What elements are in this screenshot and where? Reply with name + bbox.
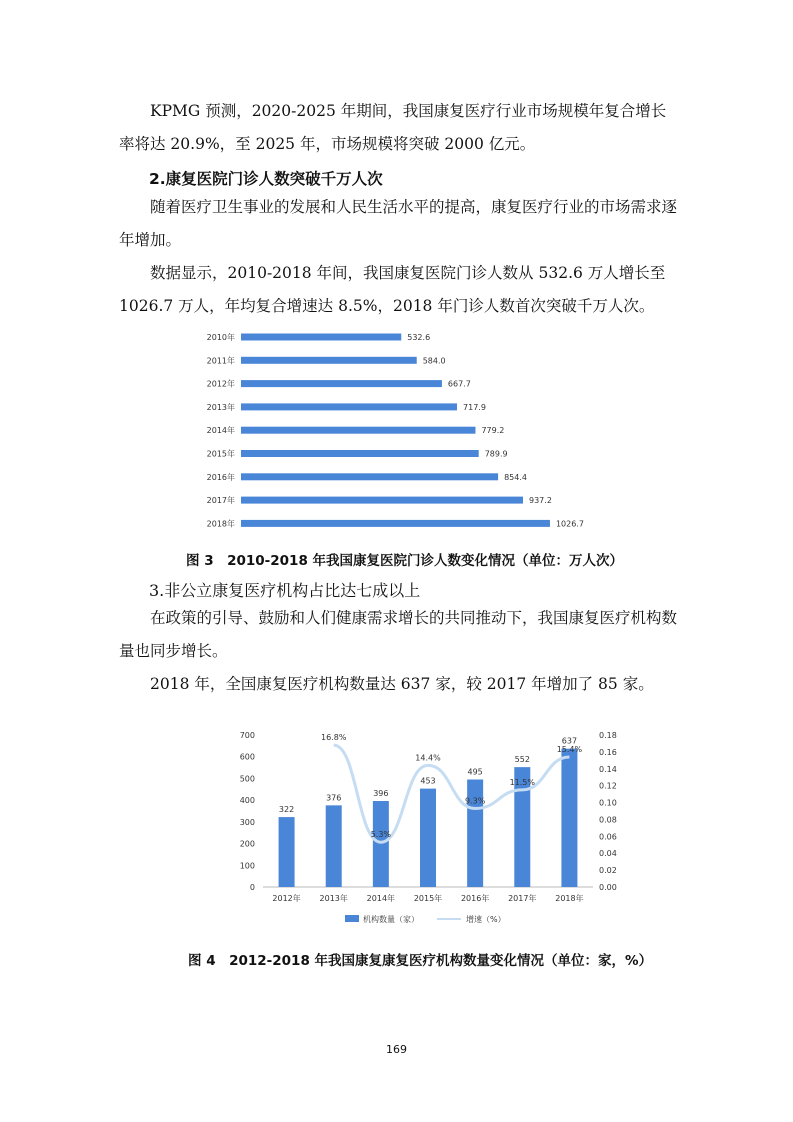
right-axis-tick: 0.06 [599,832,617,842]
bar-value-label: 453 [420,776,436,786]
growth-rate-label: 9.3% [464,796,486,806]
section-heading-outpatients: 2.康复医院门诊人数突破千万人次 [149,170,383,188]
bar-value-label: 376 [326,793,342,803]
figure-4-caption: 图 4 2012-2018 年我国康复康复医疗机构数量变化情况（单位：家，%） [188,953,653,969]
growth-rate-label: 15.4% [556,744,583,754]
left-axis-tick: 200 [239,839,255,849]
y-tick-label: 2011年 [206,356,235,366]
bar-outpatients [241,497,523,504]
x-tick-label: 2016年 [460,894,490,903]
left-axis-tick: 100 [239,861,255,871]
value-label: 717.9 [463,402,486,412]
right-axis-tick: 0.10 [599,798,617,808]
value-label: 854.4 [504,472,528,482]
value-label: 779.2 [481,426,505,436]
growth-rate-label: 16.8% [321,733,347,743]
right-axis-tick: 0.08 [599,815,617,825]
page-number: 169 [386,1043,407,1056]
legend-line-label: 增速（%） [466,915,506,924]
x-tick-label: 2012年 [272,894,301,903]
legend-bar-label: 机构数量（家） [363,915,419,924]
chart-institutions [205,715,635,930]
x-tick-label: 2014年 [366,894,396,903]
right-axis-tick: 0.14 [599,764,617,774]
bar-outpatients [241,403,457,410]
x-tick-label: 2017年 [508,894,537,903]
growth-rate-line [334,745,570,842]
bar-outpatients [241,473,498,480]
bar-institutions [279,817,295,887]
left-axis-tick: 400 [239,796,255,806]
value-label: 667.7 [447,379,471,389]
y-tick-label: 2015年 [206,449,235,459]
y-tick-label: 2017年 [206,496,235,506]
right-axis-tick: 0.04 [599,849,617,859]
paragraph-kpmg-forecast: KPMG 预测，2020-2025 年期间，我国康复医疗行业市场规模年复合增长率将达 20.9%，至 2025 年，市场规模将突破 2000 亿元。 [119,102,667,153]
y-tick-label: 2012年 [206,379,235,389]
chart-outpatients-svg [197,320,595,533]
value-label: 584.0 [422,356,446,366]
paragraph-outpatient-data: 数据显示，2010-2018 年间，我国康复医院门诊人数从 532.6 万人增长至 1026.7 万人，年均复合增速达 8.5%，2018 年门诊人数首次突破千万人次。 [119,264,666,315]
right-axis-tick: 0.18 [599,731,617,740]
right-axis-tick: 0.00 [599,883,617,892]
bar-outpatients [241,450,479,457]
left-axis-tick: 0 [249,883,255,892]
x-tick-label: 2015年 [413,894,443,903]
paragraph-policy: 在政策的引导、鼓励和人们健康需求增长的共同推动下，我国康复医疗机构数量也同步增长。 [119,609,678,660]
y-tick-label: 2010年 [206,333,235,342]
y-tick-label: 2013年 [206,402,235,412]
bar-value-label: 637 [561,736,578,746]
left-axis-tick: 700 [239,731,255,740]
legend-bar-swatch [345,915,359,922]
value-label: 789.9 [484,449,508,459]
y-tick-label: 2018年 [206,519,235,529]
bar-institutions [420,789,436,887]
left-axis-tick: 600 [239,752,255,762]
bar-outpatients [241,520,550,527]
right-axis-tick: 0.16 [599,747,617,757]
bar-outpatients [241,427,475,434]
value-label: 532.6 [407,333,431,342]
left-axis-tick: 500 [239,774,255,784]
paragraph-institution-count: 2018 年，全国康复医疗机构数量达 637 家，较 2017 年增加了 85 家。 [150,675,654,693]
section-heading-private-institutions: 3.非公立康复医疗机构占比达七成以上 [149,581,421,600]
figure-3-caption: 图 3 2010-2018 年我国康复医院门诊人数变化情况（单位：万人次） [186,553,624,569]
bar-value-label: 322 [278,805,295,815]
paragraph-demand: 随着医疗卫生事业的发展和人民生活水平的提高，康复医疗行业的市场需求逐年增加。 [119,198,678,249]
chart-outpatients [197,320,595,533]
bar-institutions [373,801,389,887]
bar-value-label: 552 [514,755,530,765]
left-axis-tick: 300 [239,817,255,827]
bar-outpatients [241,380,442,387]
bar-institutions [561,749,577,887]
x-tick-label: 2018年 [555,894,584,903]
y-tick-label: 2014年 [206,426,235,436]
right-axis-tick: 0.02 [599,866,617,876]
growth-rate-label: 11.5% [509,777,535,787]
bar-value-label: 396 [373,789,389,799]
y-tick-label: 2016年 [206,472,235,482]
growth-rate-label: 5.3% [370,830,392,840]
value-label: 937.2 [529,496,552,506]
right-axis-tick: 0.12 [599,781,617,791]
x-tick-label: 2013年 [319,894,348,903]
bar-value-label: 495 [467,767,483,777]
growth-rate-label: 14.4% [415,753,441,763]
bar-outpatients [241,357,417,364]
bar-outpatients [241,334,401,341]
chart-institutions-svg [205,715,635,930]
value-label: 1026.7 [555,519,584,529]
bar-institutions [326,805,342,887]
